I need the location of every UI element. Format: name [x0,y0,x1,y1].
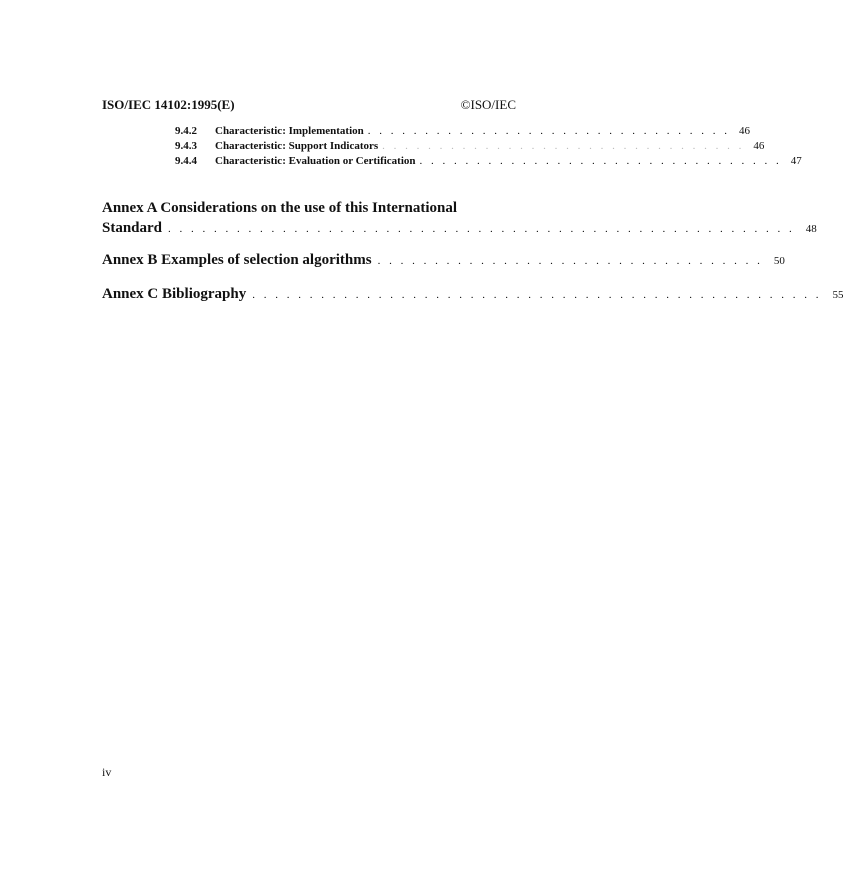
dot-leader: . . . . . . . . . . . . . . . . . . . . . . . . . . . . . . . . . . [377,255,763,267]
dot-leader: . . . . . . . . . . . . . . . . . . . . . . . . . . . . . . . . . . . . . . . . . . . . . . . . . . [252,289,822,301]
page-number: iv [102,765,112,779]
toc-annex-a[interactable] [102,198,817,239]
annex-c-page: 55 [832,289,843,301]
toc-entry-number: 9.4.4 [175,155,197,167]
annex-b-line [102,250,785,271]
annex-c-line [102,284,843,305]
annex-b-title: Annex B Examples of selection algorithms [102,252,372,268]
toc-entry-title: Characteristic: Support Indicators [215,140,379,152]
page-header [102,97,516,113]
annex-c-title: Annex C Bibliography [102,286,247,302]
toc-entry-number: 9.4.2 [175,125,197,137]
toc-entry-page: 46 [753,140,765,152]
annex-a-title: Annex A Considerations on the use of this International [102,200,458,216]
toc-entry-page: 47 [790,155,802,167]
annex-b-page: 50 [773,255,785,267]
toc-entry-9-4-3[interactable] [175,139,765,154]
toc-annex-b[interactable] [102,250,785,271]
toc-entry-number: 9.4.3 [175,140,197,152]
dot-leader: . . . . . . . . . . . . . . . . . . . . . . . . . . . . . . . . [382,140,745,152]
toc-entry-title: Characteristic: Evaluation or Certification [215,155,416,167]
annex-a-page: 48 [805,223,817,235]
annex-a-title-continued: Standard [102,220,163,236]
toc-entry-title: Characteristic: Implementation [215,125,364,137]
document-id: ISO/IEC 14102:1995(E) [102,97,235,112]
toc-annex-c[interactable] [102,284,843,305]
dot-leader: . . . . . . . . . . . . . . . . . . . . . . . . . . . . . . . . [419,155,782,167]
toc-entry-9-4-4[interactable] [175,154,802,169]
annex-a-line-2 [102,218,817,239]
annex-a-line-1 [102,198,516,218]
toc-entry-page: 46 [739,125,751,137]
dot-leader: . . . . . . . . . . . . . . . . . . . . . . . . . . . . . . . . [367,125,731,137]
copyright-notice: ©ISO/IEC [460,97,516,112]
toc-entry-9-4-2[interactable] [175,124,751,139]
dot-leader: . . . . . . . . . . . . . . . . . . . . . . . . . . . . . . . . . . . . . . . . . . . . . . . . . . . . . . . [168,223,795,235]
